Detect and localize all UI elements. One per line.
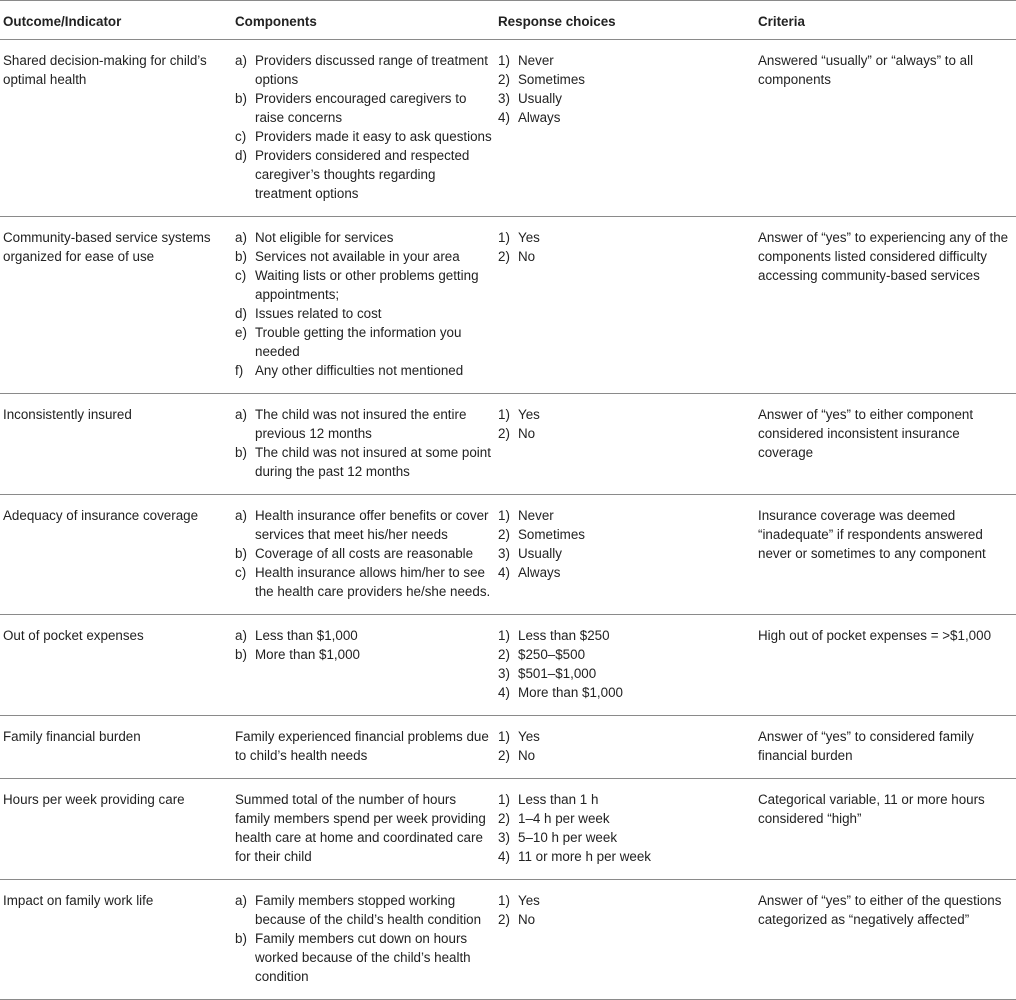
response-item [498, 405, 758, 424]
outcome-cell: Inconsistently insured [0, 394, 235, 495]
component-text: Coverage of all costs are reasonable [255, 546, 474, 561]
response-item [498, 70, 758, 89]
component-item [235, 304, 492, 323]
component-label: c) [235, 268, 247, 283]
response-item [498, 727, 758, 746]
component-label: b) [235, 445, 247, 460]
component-item [235, 443, 492, 481]
component-label: a) [235, 53, 247, 68]
response-text: 11 or more h per week [518, 849, 651, 864]
table-row [0, 217, 1016, 394]
outcome-cell: Hours per week providing care [0, 779, 235, 880]
response-label: 2) [498, 527, 510, 542]
component-text: Services not available in your area [255, 249, 460, 264]
components-cell [235, 40, 498, 217]
component-text: Providers considered and respected caregiver’s thoughts regarding treatment options [255, 148, 470, 201]
component-text: Not eligible for services [255, 230, 394, 245]
table-row [0, 394, 1016, 495]
response-text: Yes [518, 230, 540, 245]
component-item [235, 323, 492, 361]
header-response-choices: Response choices [498, 1, 758, 40]
components-cell [235, 495, 498, 615]
response-item [498, 424, 758, 443]
response-label: 1) [498, 792, 510, 807]
component-item [235, 127, 492, 146]
response-label: 2) [498, 647, 510, 662]
responses-cell [498, 615, 758, 716]
responses-cell [498, 779, 758, 880]
components-cell [235, 880, 498, 1000]
response-label: 1) [498, 53, 510, 68]
component-text: The child was not insured the entire previous 12 months [255, 407, 467, 441]
component-label: c) [235, 565, 247, 580]
response-item [498, 51, 758, 70]
component-label: a) [235, 508, 247, 523]
component-label: d) [235, 306, 247, 321]
response-item [498, 525, 758, 544]
components-cell: Summed total of the number of hours family members spend per week providing health care at home and coordinated care for their child [235, 779, 498, 880]
header-criteria: Criteria [758, 1, 1016, 40]
response-text: Usually [518, 91, 562, 106]
table-body [0, 40, 1016, 1000]
response-text: Less than 1 h [518, 792, 599, 807]
component-label: d) [235, 148, 247, 163]
component-item [235, 929, 492, 986]
response-label: 1) [498, 628, 510, 643]
component-label: b) [235, 647, 247, 662]
component-text: Trouble getting the information you needed [255, 325, 462, 359]
component-text: The child was not insured at some point during the past 12 months [255, 445, 491, 479]
response-label: 1) [498, 893, 510, 908]
component-label: a) [235, 230, 247, 245]
response-text: No [518, 249, 536, 264]
criteria-cell: Insurance coverage was deemed “inadequate” if respondents answered never or sometimes to any component [758, 495, 1016, 615]
criteria-cell: Answered “usually” or “always” to all components [758, 40, 1016, 217]
component-text: Health insurance allows him/her to see the health care providers he/she needs. [255, 565, 491, 599]
header-row [0, 1, 1016, 40]
response-item [498, 645, 758, 664]
component-text: Family members cut down on hours worked because of the child’s health condition [255, 931, 471, 984]
component-label: e) [235, 325, 247, 340]
responses-cell [498, 716, 758, 779]
header-outcome: Outcome/Indicator [0, 1, 235, 40]
component-label: b) [235, 249, 247, 264]
component-text: Any other difficulties not mentioned [255, 363, 464, 378]
response-item [498, 790, 758, 809]
response-text: Never [518, 508, 554, 523]
response-label: 4) [498, 565, 510, 580]
response-text: Sometimes [518, 72, 585, 87]
response-label: 1) [498, 407, 510, 422]
criteria-cell: High out of pocket expenses = >$1,000 [758, 615, 1016, 716]
table-row [0, 716, 1016, 779]
response-label: 1) [498, 508, 510, 523]
response-text: Sometimes [518, 527, 585, 542]
component-label: a) [235, 628, 247, 643]
outcome-cell: Family financial burden [0, 716, 235, 779]
components-cell [235, 394, 498, 495]
response-text: Yes [518, 893, 540, 908]
outcome-cell: Out of pocket expenses [0, 615, 235, 716]
response-label: 2) [498, 811, 510, 826]
response-item [498, 563, 758, 582]
response-text: $250–$500 [518, 647, 586, 662]
component-text: Family members stopped working because of the child’s health condition [255, 893, 482, 927]
component-item [235, 51, 492, 89]
component-label: a) [235, 893, 247, 908]
response-text: Yes [518, 407, 540, 422]
table-row [0, 880, 1016, 1000]
component-item [235, 146, 492, 203]
outcome-cell: Impact on family work life [0, 880, 235, 1000]
component-text: Providers encouraged caregivers to raise concerns [255, 91, 467, 125]
component-item [235, 266, 492, 304]
component-label: b) [235, 91, 247, 106]
response-label: 3) [498, 666, 510, 681]
component-text: Providers discussed range of treatment options [255, 53, 488, 87]
component-text: Issues related to cost [255, 306, 382, 321]
response-label: 2) [498, 72, 510, 87]
response-item [498, 544, 758, 563]
responses-cell [498, 40, 758, 217]
response-label: 4) [498, 110, 510, 125]
component-item [235, 361, 492, 380]
component-label: a) [235, 407, 247, 422]
component-text: Waiting lists or other problems getting appointments; [255, 268, 479, 302]
response-label: 2) [498, 912, 510, 927]
response-text: No [518, 426, 536, 441]
components-cell [235, 217, 498, 394]
component-label: b) [235, 931, 247, 946]
component-label: c) [235, 129, 247, 144]
component-item [235, 228, 492, 247]
response-text: 5–10 h per week [518, 830, 618, 845]
component-item [235, 626, 492, 645]
response-text: Less than $250 [518, 628, 610, 643]
component-item [235, 89, 492, 127]
component-item [235, 891, 492, 929]
component-label: b) [235, 546, 247, 561]
response-item [498, 247, 758, 266]
component-item [235, 563, 492, 601]
component-item [235, 544, 492, 563]
response-item [498, 108, 758, 127]
response-label: 3) [498, 546, 510, 561]
response-item [498, 626, 758, 645]
outcome-cell: Shared decision-making for child’s optimal health [0, 40, 235, 217]
response-item [498, 910, 758, 929]
table-row [0, 40, 1016, 217]
criteria-cell: Answer of “yes” to either of the questions categorized as “negatively affected” [758, 880, 1016, 1000]
response-text: Always [518, 110, 561, 125]
responses-cell [498, 495, 758, 615]
outcome-cell: Adequacy of insurance coverage [0, 495, 235, 615]
response-label: 3) [498, 830, 510, 845]
responses-cell [498, 394, 758, 495]
table-row [0, 779, 1016, 880]
response-text: No [518, 748, 536, 763]
criteria-cell: Answer of “yes” to either component considered inconsistent insurance coverage [758, 394, 1016, 495]
response-label: 1) [498, 230, 510, 245]
response-item [498, 809, 758, 828]
responses-cell [498, 880, 758, 1000]
criteria-cell: Answer of “yes” to experiencing any of the components listed considered difficulty accessing community-based services [758, 217, 1016, 394]
response-text: No [518, 912, 536, 927]
component-item [235, 506, 492, 544]
response-item [498, 664, 758, 683]
response-label: 3) [498, 91, 510, 106]
response-label: 2) [498, 748, 510, 763]
component-text: More than $1,000 [255, 647, 360, 662]
response-item [498, 847, 758, 866]
component-item [235, 405, 492, 443]
criteria-cell: Categorical variable, 11 or more hours considered “high” [758, 779, 1016, 880]
response-item [498, 746, 758, 765]
table-row [0, 495, 1016, 615]
response-item [498, 506, 758, 525]
criteria-cell: Answer of “yes” to considered family financial burden [758, 716, 1016, 779]
response-text: Always [518, 565, 561, 580]
response-text: $501–$1,000 [518, 666, 597, 681]
response-text: 1–4 h per week [518, 811, 610, 826]
component-item [235, 645, 492, 664]
response-item [498, 228, 758, 247]
response-text: Never [518, 53, 554, 68]
component-text: Less than $1,000 [255, 628, 358, 643]
response-item [498, 89, 758, 108]
response-label: 2) [498, 249, 510, 264]
header-components: Components [235, 1, 498, 40]
response-label: 4) [498, 849, 510, 864]
response-text: Usually [518, 546, 562, 561]
component-text: Providers made it easy to ask questions [255, 129, 492, 144]
component-text: Health insurance offer benefits or cover services that meet his/her needs [255, 508, 489, 542]
response-item [498, 891, 758, 910]
response-item [498, 828, 758, 847]
component-item [235, 247, 492, 266]
responses-cell [498, 217, 758, 394]
response-label: 2) [498, 426, 510, 441]
response-text: More than $1,000 [518, 685, 623, 700]
table-row [0, 615, 1016, 716]
response-label: 4) [498, 685, 510, 700]
components-cell: Family experienced financial problems due to child’s health needs [235, 716, 498, 779]
outcome-cell: Community-based service systems organized for ease of use [0, 217, 235, 394]
component-label: f) [235, 363, 244, 378]
response-item [498, 683, 758, 702]
response-label: 1) [498, 729, 510, 744]
response-text: Yes [518, 729, 540, 744]
components-cell [235, 615, 498, 716]
